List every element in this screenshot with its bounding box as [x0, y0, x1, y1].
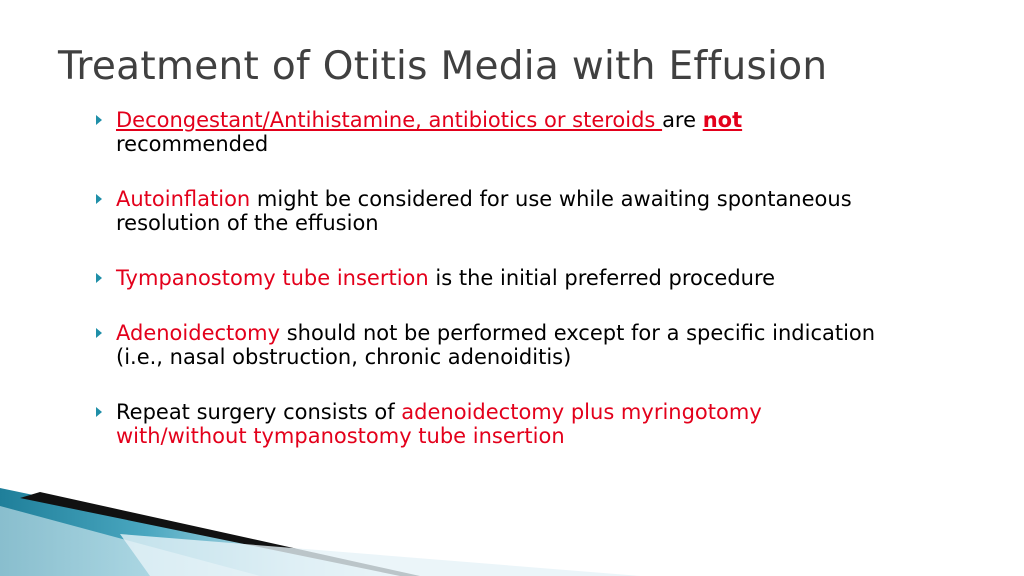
- triangle-bullet-icon: [96, 328, 102, 338]
- bullet-4-adenoidectomy: Adenoidectomy: [116, 321, 281, 345]
- bullet-item-2: [96, 187, 896, 235]
- bullet-3-tympanostomy: Tympanostomy tube insertion: [116, 266, 429, 290]
- bullet-item-4: [96, 321, 896, 369]
- triangle-bullet-icon: [96, 194, 102, 204]
- triangle-bullet-icon: [96, 407, 102, 417]
- bullet-2-text: might be considered for use while awaiting spontaneous resolution of the effusion: [116, 187, 852, 235]
- bullet-item-3: [96, 266, 896, 290]
- slide-title: Treatment of Otitis Media with Effusion: [58, 44, 828, 89]
- bullet-3-text: is the initial preferred procedure: [428, 266, 776, 290]
- bullet-1-medications: Decongestant/Antihistamine, antibiotics or steroids: [116, 108, 663, 132]
- decorative-swoosh: [0, 476, 1024, 576]
- bullet-1-are: are: [662, 108, 703, 132]
- bullet-4-text: should not be performed except for a specific indication (i.e., nasal obstruction, chronic adenoiditis): [116, 321, 876, 369]
- triangle-bullet-icon: [96, 115, 102, 125]
- bullet-5-text: Repeat surgery consists of: [116, 400, 402, 424]
- bullet-2-autoinflation: Autoinflation: [116, 187, 251, 211]
- triangle-bullet-icon: [96, 273, 102, 283]
- bullet-1-not: not: [702, 108, 743, 132]
- bullet-1-recommended: recommended: [116, 132, 269, 156]
- bullet-list: [96, 108, 896, 479]
- bullet-5-procedure: adenoidectomy plus myringotomy with/without tympanostomy tube insertion: [116, 400, 762, 448]
- bullet-item-1: [96, 108, 896, 156]
- bullet-item-5: [96, 400, 896, 448]
